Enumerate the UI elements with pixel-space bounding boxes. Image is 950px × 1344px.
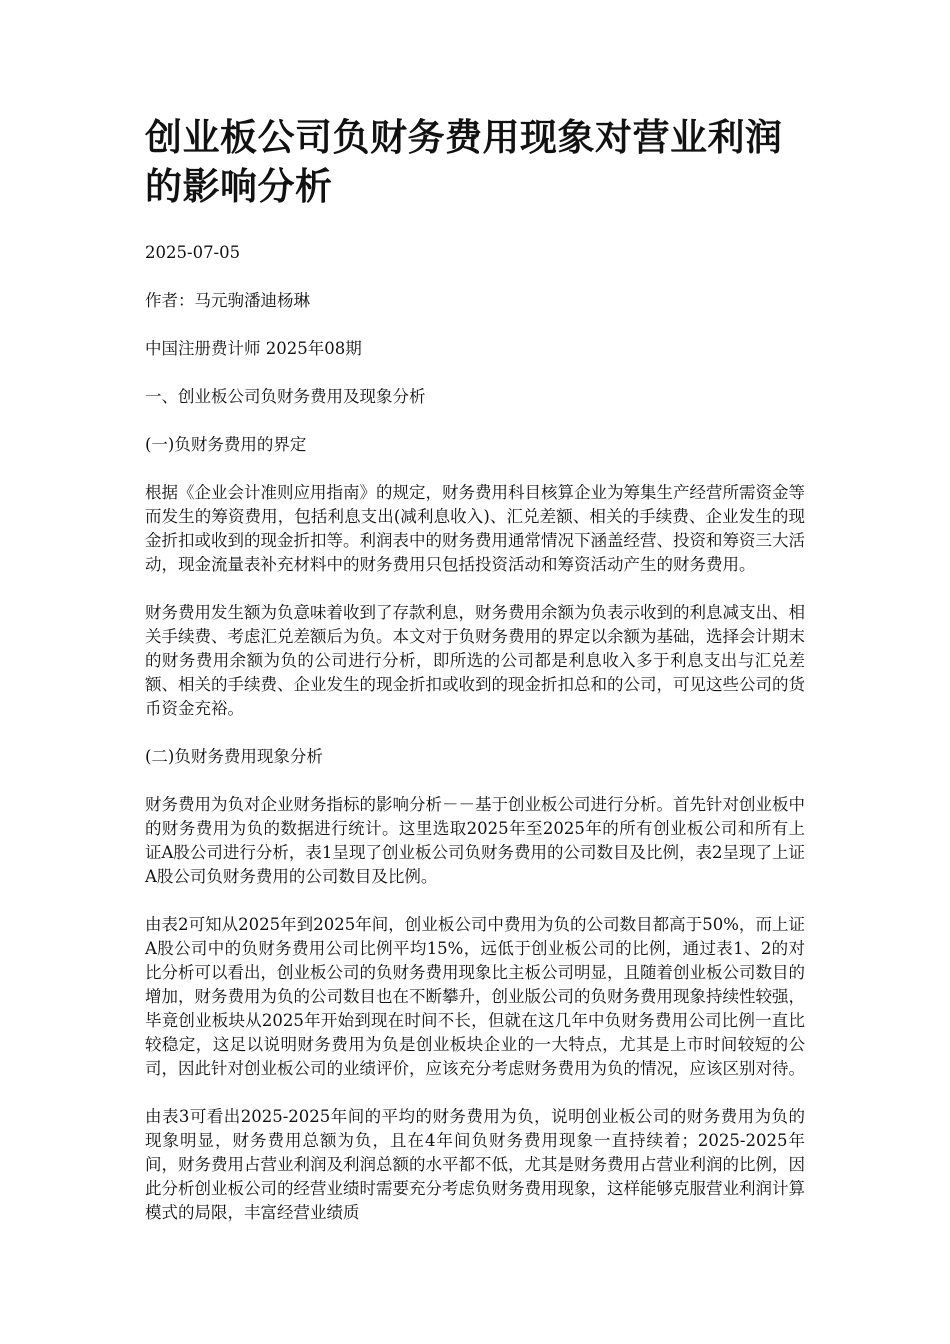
- subsection-heading-2: (二)负财务费用现象分析: [145, 747, 323, 766]
- paragraph: 由表2可知从2025年到2025年间，创业板公司中费用为负的公司数目都高于50%，而上证A股公司中的负财务费用公司比例平均15%，远低于创业板公司的比例，通过表1、2的对比分析可以看出，创业板公司的负财务费用现象比主板公司明显，且随着创业板公司数目的增加，财务费用为负的公司数目也在不断攀升，创业版公司的负财务费用现象持续性较强，毕竟创业板块从2025年开始到现在时间不长，但就在这几年中负财务费用公司比例一直比较稳定，这足以说明财务费用为负是创业板块企业的一大特点，尤其是上市时间较短的公司，因此针对创业板公司的业绩评价，应该充分考虑财务费用为负的情况，应该区别对待。: [145, 915, 805, 1078]
- paragraph: 根据《企业会计准则应用指南》的规定，财务费用科目核算企业为筹集生产经营所需资金等而发生的筹资费用，包括利息支出(减利息收入)、汇兑差额、相关的手续费、企业发生的现金折扣或收到的现金折扣等。利润表中的财务费用通常情况下涵盖经营、投资和筹资三大活动，现金流量表补充材料中的财务费用只包括投资活动和筹资活动产生的财务费用。: [145, 483, 805, 574]
- publish-date: 2025-07-05: [145, 243, 241, 262]
- paragraph: 财务费用发生额为负意味着收到了存款利息，财务费用余额为负表示收到的利息减支出、相关手续费、考虑汇兑差额后为负。本文对于负财务费用的界定以余额为基础，选择会计期末的财务费用余额为负的公司进行分析，即所选的公司都是利息收入多于利息支出与汇兑差额、相关的手续费、企业发生的现金折扣或收到的现金折扣总和的公司，可见这些公司的货币资金充裕。: [145, 603, 805, 718]
- authors: 作者：马元驹潘迪杨琳: [145, 291, 310, 310]
- subsection-heading-1: (一)负财务费用的界定: [145, 435, 307, 454]
- source: 中国注册费计师 2025年08期: [145, 339, 362, 358]
- paragraph: 由表3可看出2025-2025年间的平均的财务费用为负，说明创业板公司的财务费用为负的现象明显，财务费用总额为负，且在4年间负财务费用现象一直持续着；2025-2025年间，财务费用占营业利润及利润总额的水平都不低，尤其是财务费用占营业利润的比例，因此分析创业板公司的经营业绩时需要充分考虑负财务费用现象，这样能够克服营业利润计算模式的局限，丰富经营业绩质: [145, 1107, 805, 1222]
- article: [145, 113, 805, 1249]
- paragraph: 财务费用为负对企业财务指标的影响分析－－基于创业板公司进行分析。首先针对创业板中的财务费用为负的数据进行统计。这里选取2025年至2025年的所有创业板公司和所有上证A股公司进行分析，表1呈现了创业板公司负财务费用的公司数目及比例，表2呈现了上证A股公司负财务费用的公司数目及比例。: [145, 795, 805, 886]
- section-heading-1: 一、创业板公司负财务费用及现象分析: [145, 387, 426, 406]
- article-title: 创业板公司负财务费用现象对营业利润的影响分析: [145, 116, 783, 208]
